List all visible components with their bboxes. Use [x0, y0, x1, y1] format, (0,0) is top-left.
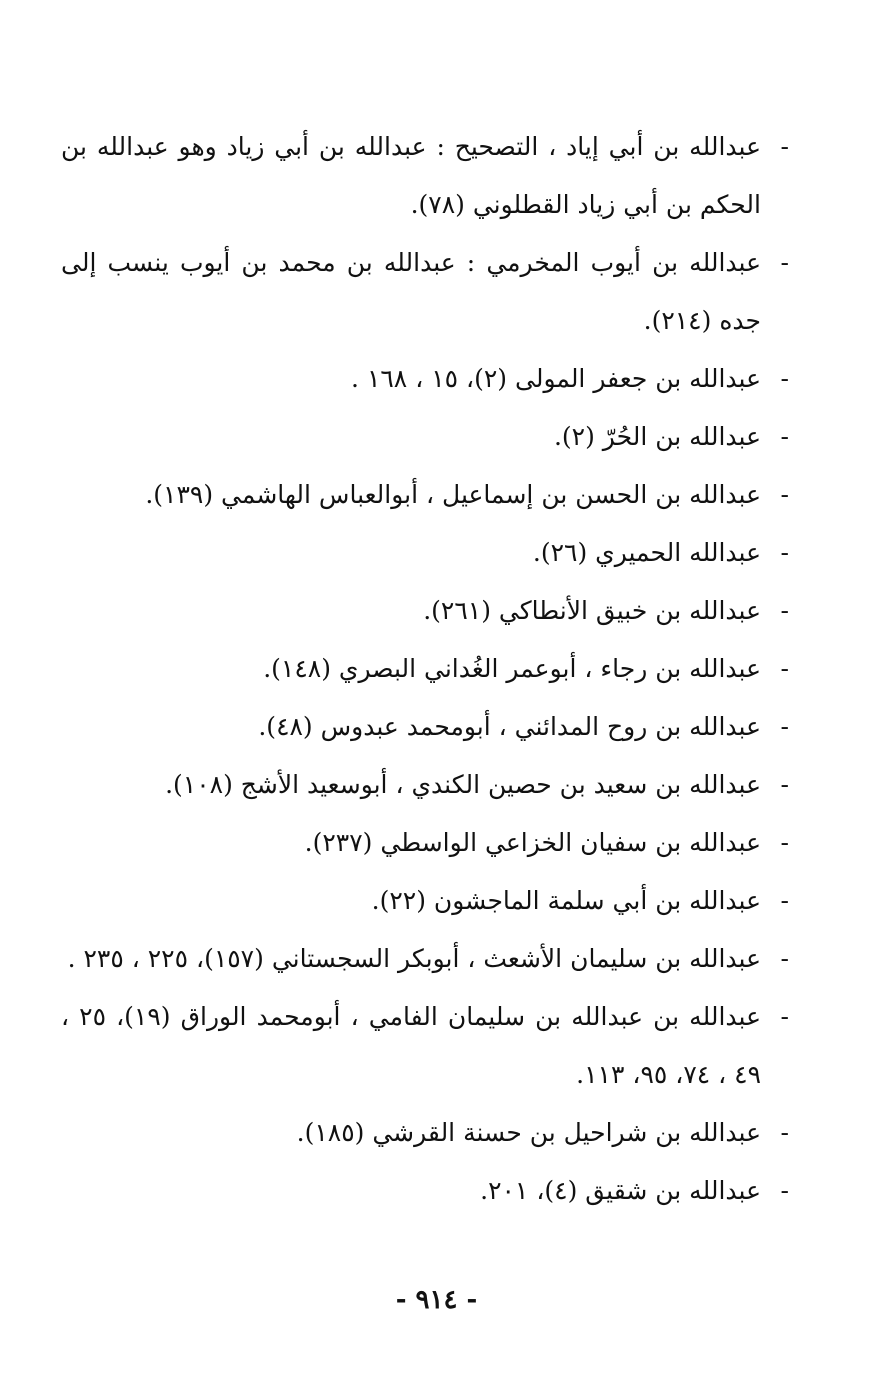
entry-text: عبدالله بن أبي سلمة الماجشون (٢٢).: [371, 886, 761, 915]
entry-dash: -: [780, 1002, 789, 1031]
index-entry: [61, 118, 789, 234]
index-entry: [61, 930, 789, 988]
entry-text: عبدالله بن شقيق (٤)، ٢٠١.: [480, 1176, 761, 1205]
entry-text: عبدالله بن الحسن بن إسماعيل ، أبوالعباس الهاشمي (١٣٩).: [145, 480, 761, 509]
entry-text: عبدالله الحميري (٢٦).: [532, 538, 761, 567]
index-entry: [61, 988, 789, 1104]
entry-dash: -: [780, 364, 789, 393]
entry-dash: -: [780, 596, 789, 625]
entry-text: عبدالله بن جعفر المولى (٢)، ١٥ ، ١٦٨ .: [351, 364, 761, 393]
entry-text: عبدالله بن شراحيل بن حسنة القرشي (١٨٥).: [296, 1118, 761, 1147]
index-entry: [61, 524, 789, 582]
entry-text: عبدالله بن الحُرّ (٢).: [553, 422, 761, 451]
entry-dash: -: [780, 944, 789, 973]
entry-dash: -: [780, 1118, 789, 1147]
entry-dash: -: [780, 886, 789, 915]
entry-dash: -: [780, 828, 789, 857]
index-entry: [61, 350, 789, 408]
page-number: - ٩١٤ -: [395, 1285, 478, 1315]
entry-text: عبدالله بن أبي إياد ، التصحيح : عبدالله بن أبي زياد وهو عبدالله بن الحكم بن أبي زياد القطلوني (٧٨).: [61, 132, 761, 219]
index-entry-list: [61, 118, 789, 1220]
index-entry: [61, 756, 789, 814]
entry-dash: -: [780, 538, 789, 567]
entry-dash: -: [780, 248, 789, 277]
entry-text: عبدالله بن رجاء ، أبوعمر الغُداني البصري (١٤٨).: [263, 654, 761, 683]
index-entry: [61, 698, 789, 756]
entry-dash: -: [780, 770, 789, 799]
entry-dash: -: [780, 422, 789, 451]
entry-text: عبدالله بن روح المدائني ، أبومحمد عبدوس (٤٨).: [258, 712, 761, 741]
entry-dash: -: [780, 480, 789, 509]
entry-dash: -: [780, 712, 789, 741]
entry-dash: -: [780, 132, 789, 161]
entry-text: عبدالله بن خبيق الأنطاكي (٢٦١).: [423, 596, 761, 625]
entry-text: عبدالله بن عبدالله بن سليمان الفامي ، أبومحمد الوراق (١٩)، ٢٥ ، ٤٩ ، ٧٤، ٩٥، ١١٣.: [61, 1002, 761, 1089]
index-entry: [61, 872, 789, 930]
index-entry: [61, 1162, 789, 1220]
entry-text: عبدالله بن سليمان الأشعث ، أبوبكر السجستاني (١٥٧)، ٢٢٥ ، ٢٣٥ .: [67, 944, 761, 973]
entry-dash: -: [780, 1176, 789, 1205]
entry-text: عبدالله بن سعيد بن حصين الكندي ، أبوسعيد الأشج (١٠٨).: [165, 770, 761, 799]
entry-text: عبدالله بن سفيان الخزاعي الواسطي (٢٣٧).: [304, 828, 761, 857]
index-entry: [61, 234, 789, 350]
index-entry: [61, 640, 789, 698]
index-entry: [61, 814, 789, 872]
index-entry: [61, 582, 789, 640]
entry-dash: -: [780, 654, 789, 683]
index-entry: [61, 408, 789, 466]
entry-text: عبدالله بن أيوب المخرمي : عبدالله بن محمد بن أيوب ينسب إلى جده (٢١٤).: [61, 248, 761, 335]
index-entry: [61, 466, 789, 524]
index-entry: [61, 1104, 789, 1162]
